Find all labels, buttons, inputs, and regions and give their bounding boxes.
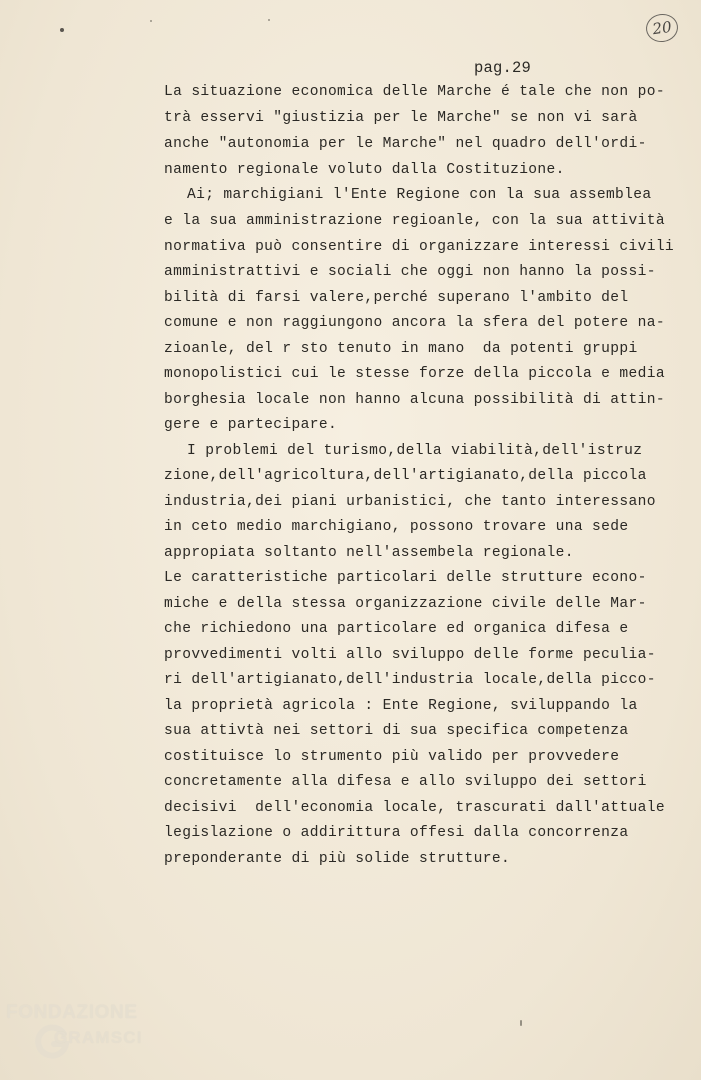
watermark-line-1: FONDAZIONE bbox=[6, 1002, 138, 1023]
text-line: la proprietà agricola : Ente Regione, sviluppando la bbox=[164, 698, 638, 714]
text-line: normativa può consentire di organizzare interessi civili bbox=[164, 239, 675, 255]
text-line: concretamente alla difesa e allo sviluppo dei settori bbox=[164, 774, 647, 790]
text-line: I problemi del turismo,della viabilità,dell'istruz bbox=[187, 443, 643, 459]
page-number: pag.29 bbox=[474, 59, 532, 77]
text-line: in ceto medio marchigiano, possono trovare una sede bbox=[164, 519, 629, 535]
text-line: e la sua amministrazione regioanle, con la sua attività bbox=[164, 213, 665, 229]
text-line: monopolistici cui le stesse forze della piccola e media bbox=[164, 366, 665, 382]
text-line: bilità di farsi valere,perché superano l'ambito del bbox=[164, 290, 629, 306]
text-line: zione,dell'agricoltura,dell'artigianato,della piccola bbox=[164, 468, 647, 484]
text-line: che richiedono una particolare ed organica difesa e bbox=[164, 621, 629, 637]
text-line: borghesia locale non hanno alcuna possibilità di attin- bbox=[164, 392, 665, 408]
text-line: zioanle, del r sto tenuto in mano da potenti gruppi bbox=[164, 341, 638, 357]
text-line: provvedimenti volti allo sviluppo delle forme peculia- bbox=[164, 647, 656, 663]
text-line: trà esservi "giustizia per le Marche" se non vi sarà bbox=[164, 110, 638, 126]
text-line: legislazione o addirittura offesi dalla concorrenza bbox=[164, 825, 629, 841]
text-line: Le caratteristiche particolari delle strutture econo- bbox=[164, 570, 647, 586]
ink-speck bbox=[268, 19, 270, 21]
text-line: comune e non raggiungono ancora la sfera del potere na- bbox=[164, 315, 665, 331]
text-line: decisivi dell'economia locale, trascurati dall'attuale bbox=[164, 800, 665, 816]
text-line: amministrattivi e sociali che oggi non hanno la possi- bbox=[164, 264, 656, 280]
text-line: appropiata soltanto nell'assembela regionale. bbox=[164, 545, 574, 561]
ink-speck bbox=[150, 20, 152, 22]
text-line: sua attivtà nei settori di sua specifica competenza bbox=[164, 723, 629, 739]
archive-stamp: 20 bbox=[644, 12, 680, 44]
text-line: preponderante di più solide strutture. bbox=[164, 851, 511, 867]
text-line: anche "autonomia per le Marche" nel quadro dell'ordi- bbox=[164, 136, 647, 152]
text-line: gere e partecipare. bbox=[164, 417, 338, 433]
text-line: industria,dei piani urbanistici, che tanto interessano bbox=[164, 494, 656, 510]
text-line: namento regionale voluto dalla Costituzione. bbox=[164, 162, 565, 178]
ink-speck bbox=[60, 28, 64, 32]
text-line: Ai; marchigiani l'Ente Regione con la sua assemblea bbox=[187, 187, 652, 203]
ink-speck bbox=[520, 1020, 522, 1026]
text-line: La situazione economica delle Marche é tale che non po- bbox=[164, 84, 665, 100]
watermark-line-2: GRAMSCI bbox=[54, 1028, 143, 1047]
text-line: costituisce lo strumento più valido per provvedere bbox=[164, 749, 620, 765]
fondazione-gramsci-watermark bbox=[6, 1000, 186, 1070]
text-line: ri dell'artigianato,dell'industria locale,della picco- bbox=[164, 672, 656, 688]
text-line: miche e della stessa organizzazione civile delle Mar- bbox=[164, 596, 647, 612]
